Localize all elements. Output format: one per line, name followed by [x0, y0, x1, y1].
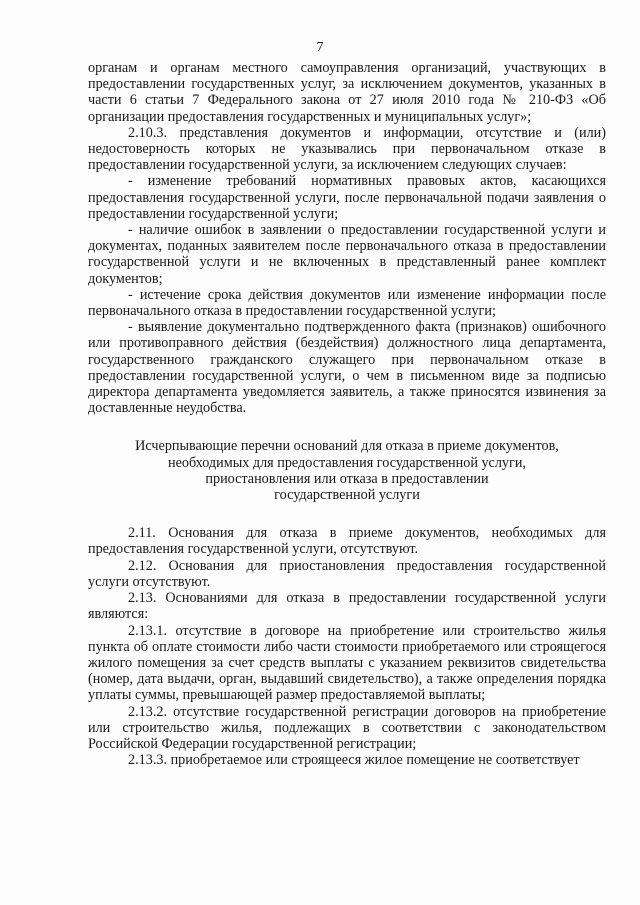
paragraph-2-13-2: 2.13.2. отсутствие государственной регистрации договоров на приобретение или строительство жилья, подлежащих в соответствии с законодательством Российской Федерации государственной регистрации;	[88, 703, 606, 752]
paragraph-2-11: 2.11. Основания для отказа в приеме документов, необходимых для предоставления государственной услуги, отсутствуют.	[88, 525, 606, 558]
list-item-application-errors: - наличие ошибок в заявлении о предоставлении государственной услуги и документах, поданных заявителем после первоначального отказа в предоставлении государственной услуги и не включенных в представленный ранее комплект документов;	[88, 222, 606, 287]
section-heading	[88, 438, 606, 503]
section-heading-line: государственной услуги	[274, 487, 420, 504]
section-heading-line: приостановления или отказа в предоставлении	[205, 470, 489, 487]
list-item-document-expiry: - истечение срока действия документов или изменение информации после первоначального отказа в предоставлении государственной услуги;	[88, 286, 606, 320]
section-heading-line: необходимых для предоставления государственной услуги,	[168, 454, 526, 471]
page-number: 7	[316, 40, 324, 55]
document-body	[88, 60, 606, 768]
paragraph-continuation: органам и органам местного самоуправления организаций, участвующих в предоставлении государственных услуг, за исключением документов, указанных в части 6 статьи 7 Федерального закона от 27 июля 2010 года № 210-ФЗ «Об организации предоставления государственных и муниципальных услуг»;	[88, 60, 606, 125]
paragraph-2-13-3: 2.13.3. приобретаемое или строящееся жилое помещение не соответствует	[128, 752, 580, 769]
paragraph-2-13: 2.13. Основаниями для отказа в предоставлении государственной услуги являются:	[88, 590, 606, 623]
paragraph-2-13-1: 2.13.1. отсутствие в договоре на приобретение или строительство жилья пункта об оплате стоимости либо части стоимости приобретаемого или строящегося жилого помещения за счет средств выплаты с указанием реквизитов свидетельства (номер, дата выдачи, орган, выдавший свидетельство), а также определения порядка уплаты суммы, превышающей размер предоставляемой выплаты;	[88, 622, 606, 704]
list-item-regulation-change: - изменение требований нормативных правовых актов, касающихся предоставления государственной услуги, после первоначальной подачи заявления о предоставлении государственной услуги;	[88, 173, 606, 222]
paragraph-2-10-3: 2.10.3. представления документов и информации, отсутствие и (или) недостоверность которых не указывались при первоначальном отказе в предоставлении государственной услуги, за исключением следующих случаев:	[88, 124, 606, 174]
list-item-official-error: - выявление документально подтвержденного факта (признаков) ошибочного или противоправного действия (бездействия) должностного лица департамента, государственного гражданского служащего при первоначальном отказе в предоставлении государственной услуги, о чем в письменном виде за подписью директора департамента уведомляется заявитель, а также приносятся извинения за доставленные неудобства.	[88, 319, 606, 417]
paragraph-2-12: 2.12. Основания для приостановления предоставления государственной услуги отсутствуют.	[88, 557, 606, 590]
section-heading-line: Исчерпывающие перечни оснований для отказа в приеме документов,	[135, 438, 559, 455]
